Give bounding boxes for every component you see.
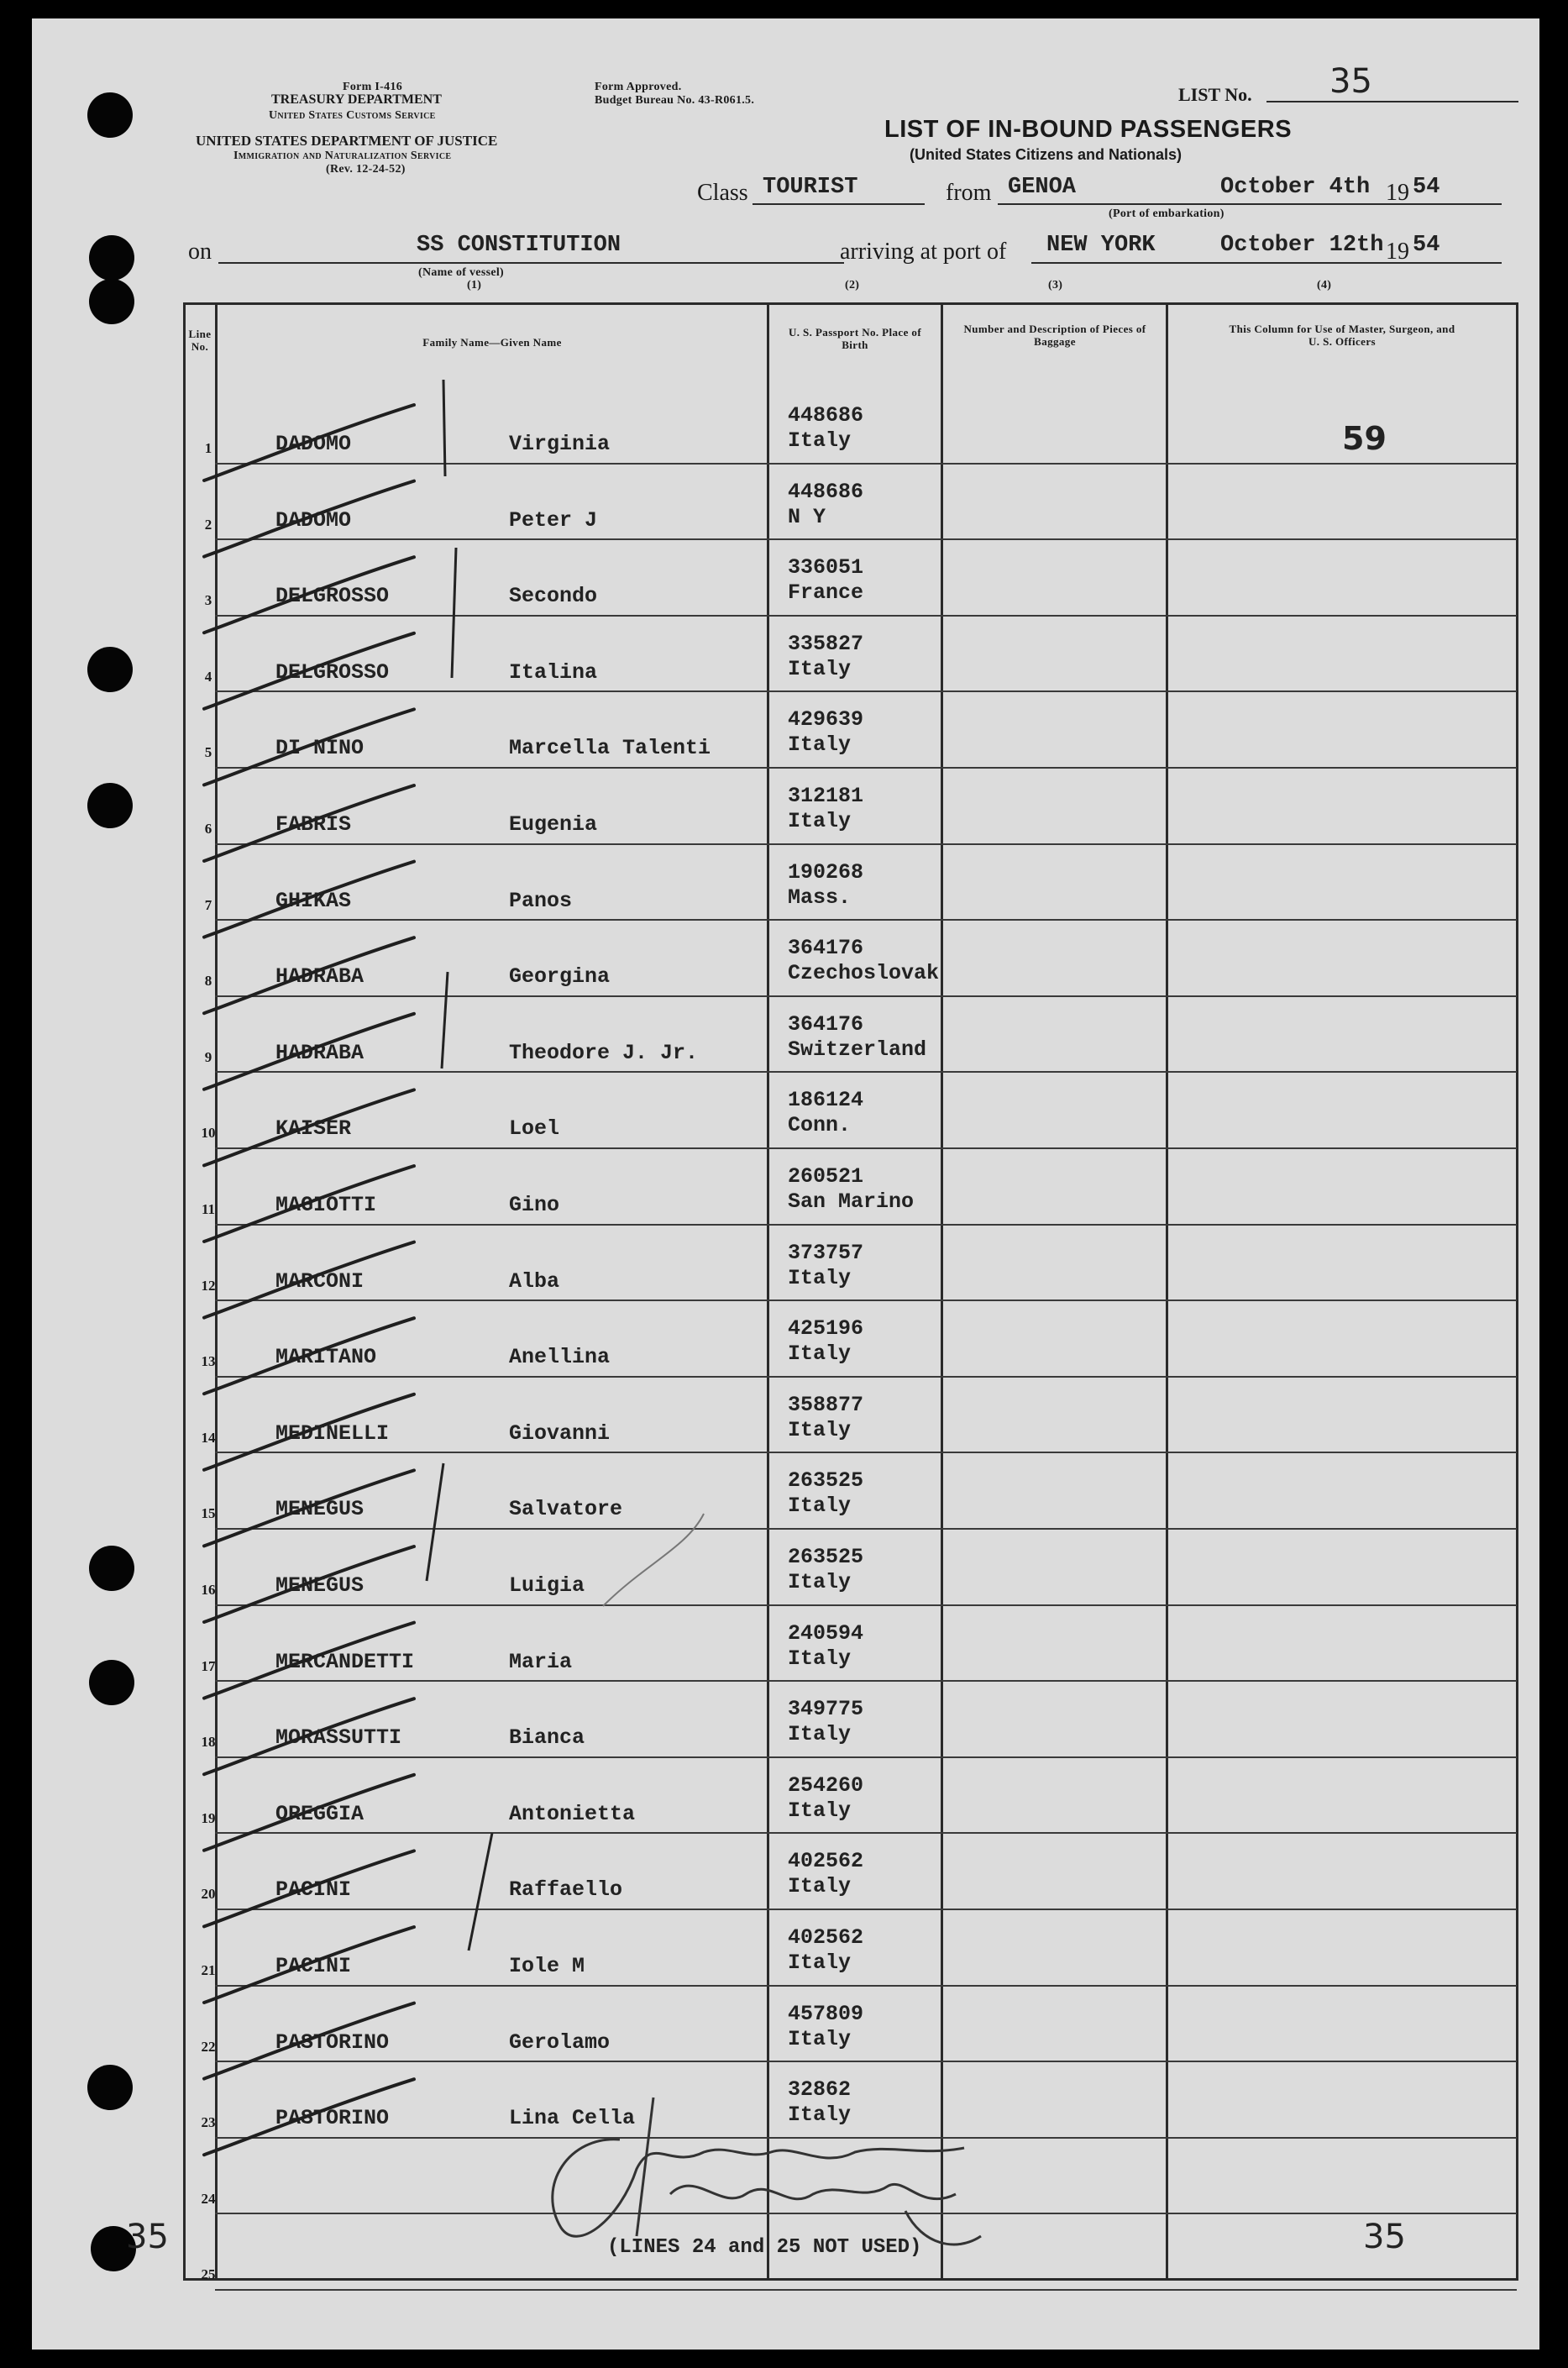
page-number-left: 35 <box>126 2218 169 2256</box>
line-number: 24 <box>201 2190 216 2207</box>
passport-number: 312181 <box>788 784 864 808</box>
place-of-birth: Italy <box>788 2026 852 2051</box>
given-name: Anellina <box>509 1345 611 1370</box>
family-name: PACINI <box>275 1877 352 1903</box>
given-name: Bianca <box>509 1725 585 1751</box>
place-of-birth: Italy <box>788 1646 852 1671</box>
place-of-birth: Italy <box>788 1798 852 1823</box>
place-of-birth: N Y <box>788 504 826 529</box>
line-number: 20 <box>201 1886 216 1903</box>
check-mark <box>204 1242 414 1318</box>
given-name: Iole M <box>509 1954 585 1978</box>
passport-number: 260521 <box>788 1164 864 1189</box>
on-label: on <box>188 239 212 265</box>
place-of-birth: Conn. <box>788 1113 852 1138</box>
family-name: DELGROSSO <box>275 659 390 685</box>
given-name: Eugenia <box>509 812 598 837</box>
arrival-port: NEW YORK <box>1046 233 1156 258</box>
header-name: Family Name—Given Name <box>422 336 562 349</box>
family-name: PASTORINO <box>275 2106 390 2131</box>
family-name: OREGGIA <box>275 1801 364 1826</box>
given-name: Salvatore <box>509 1497 623 1522</box>
column-number-4: (4) <box>1317 279 1332 291</box>
page-title: LIST OF IN-BOUND PASSENGERS <box>884 116 1293 143</box>
line-number: 8 <box>204 973 212 990</box>
given-name: Georgina <box>509 964 611 990</box>
passport-number: 358877 <box>788 1392 864 1417</box>
check-mark <box>204 1014 414 1089</box>
from-label: from <box>946 180 992 206</box>
check-mark <box>204 2003 414 2079</box>
brace-marks <box>427 380 492 1951</box>
check-mark <box>204 1470 414 1546</box>
given-name: Marcella Talenti <box>509 736 711 761</box>
family-name: MERCANDETTI <box>275 1649 415 1674</box>
place-of-birth: Italy <box>788 428 852 453</box>
line-number: 6 <box>204 821 212 837</box>
line-number: 23 <box>201 2114 216 2131</box>
passport-number: 448686 <box>788 403 864 428</box>
place-of-birth: France <box>788 580 864 606</box>
place-of-birth: Italy <box>788 1342 852 1367</box>
check-mark <box>204 1394 414 1470</box>
header-officers: This Column for Use of Master, Surgeon, and U. S. Officers <box>1229 323 1455 348</box>
given-name: Italina <box>509 659 598 685</box>
given-name: Peter J <box>509 507 598 533</box>
form-number: Form I-416 <box>343 81 403 93</box>
form-approved: Form Approved. <box>595 81 682 93</box>
treasury-dept: TREASURY DEPARTMENT <box>271 92 442 107</box>
check-mark <box>204 709 414 785</box>
family-name: KAISER <box>275 1116 352 1142</box>
page-number-right: 35 <box>1363 2218 1406 2256</box>
check-mark <box>204 2079 414 2155</box>
passport-number: 336051 <box>788 555 864 580</box>
check-mark <box>204 1699 414 1774</box>
place-of-birth: Italy <box>788 2103 852 2128</box>
given-name: Alba <box>509 1268 560 1294</box>
place-of-birth: Italy <box>788 1951 852 1975</box>
check-mark <box>204 405 414 480</box>
line-number: 1 <box>204 440 212 456</box>
family-name: FABRIS <box>275 812 352 837</box>
line-number: 13 <box>201 1353 216 1370</box>
check-mark <box>204 1775 414 1851</box>
line-number: 10 <box>201 1125 216 1142</box>
port-of-embarkation: GENOA <box>1008 175 1077 200</box>
family-name: GHIKAS <box>275 888 352 913</box>
budget-bureau: Budget Bureau No. 43-R061.5. <box>595 94 755 107</box>
manifest-page <box>32 18 1539 2350</box>
passport-number: 429639 <box>788 707 864 732</box>
place-of-birth: Czechoslovak <box>788 961 940 986</box>
port-caption: (Port of embarkation) <box>1109 207 1225 220</box>
given-name: Panos <box>509 888 573 913</box>
place-of-birth: Mass. <box>788 885 852 910</box>
family-name: MEDINELLI <box>275 1420 390 1446</box>
place-of-birth: Italy <box>788 1874 852 1899</box>
line-number: 5 <box>204 744 212 761</box>
family-name: MAGIOTTI <box>275 1193 377 1217</box>
passport-number: 402562 <box>788 1849 864 1874</box>
header-line-no: Line No. <box>188 328 212 353</box>
place-of-birth: Switzerland <box>788 1037 927 1062</box>
given-name: Gino <box>509 1193 560 1217</box>
passport-number: 364176 <box>788 1011 864 1037</box>
family-name: MORASSUTTI <box>275 1725 402 1751</box>
given-name: Giovanni <box>509 1420 611 1446</box>
justice-dept: UNITED STATES DEPARTMENT OF JUSTICE <box>196 133 498 149</box>
given-name: Theodore J. Jr. <box>509 1040 699 1065</box>
line-number: 18 <box>201 1734 216 1751</box>
given-name: Luigia <box>509 1573 585 1598</box>
family-name: MENEGUS <box>275 1497 364 1522</box>
place-of-birth: Italy <box>788 1417 852 1442</box>
line-number: 22 <box>201 2038 216 2055</box>
vessel-caption: (Name of vessel) <box>418 266 504 279</box>
arrival-date: October 12th <box>1220 233 1384 258</box>
family-name: PACINI <box>275 1954 352 1978</box>
passport-number: 263525 <box>788 1545 864 1569</box>
check-mark <box>204 862 414 937</box>
column-number-3: (3) <box>1048 279 1063 291</box>
given-name: Maria <box>509 1649 573 1674</box>
check-mark <box>204 1089 414 1165</box>
check-mark <box>204 1546 414 1622</box>
family-name: MARCONI <box>275 1268 364 1294</box>
line-number: 9 <box>204 1048 212 1065</box>
line-number: 7 <box>204 896 212 913</box>
check-mark <box>204 937 414 1013</box>
column-number-1: (1) <box>467 279 482 291</box>
passport-number: 263525 <box>788 1468 864 1494</box>
family-name: HADRABA <box>275 964 364 990</box>
line-number: 15 <box>201 1505 216 1522</box>
ins-service: Immigration and Naturalization Service <box>233 150 452 162</box>
class-label: Class <box>697 180 748 206</box>
line-number: 21 <box>201 1962 216 1978</box>
line-number: 12 <box>201 1277 216 1294</box>
passport-number: 364176 <box>788 936 864 961</box>
stray-mark <box>603 1514 704 1606</box>
check-mark <box>204 557 414 633</box>
customs-service: United States Customs Service <box>269 109 436 122</box>
place-of-birth: Italy <box>788 656 852 681</box>
header-passport: U. S. Passport No. Place of Birth <box>788 326 922 351</box>
list-number-label: LIST No. <box>1178 84 1252 105</box>
line-number: 3 <box>204 592 212 609</box>
given-name: Lina Cella <box>509 2106 636 2131</box>
column-number-2: (2) <box>845 279 860 291</box>
arriving-label: arriving at port of <box>840 239 1007 265</box>
line-number: 2 <box>204 516 212 533</box>
page-subtitle: (United States Citizens and Nationals) <box>910 146 1183 163</box>
family-name: DELGROSSO <box>275 584 390 609</box>
passport-number: 254260 <box>788 1772 864 1798</box>
family-name: MARITANO <box>275 1345 377 1370</box>
given-name: Virginia <box>509 432 611 456</box>
list-number: 35 <box>1329 62 1372 101</box>
officer-note: 59 <box>1342 420 1387 457</box>
place-of-birth: Italy <box>788 1570 852 1594</box>
departure-date: October 4th <box>1220 175 1371 200</box>
line-number: 25 <box>201 2266 216 2283</box>
check-mark <box>204 633 414 709</box>
check-mark <box>204 785 414 861</box>
departure-year: 54 <box>1413 175 1440 200</box>
check-mark <box>204 1851 414 1926</box>
handwritten-marks <box>32 18 1539 2350</box>
check-mark <box>204 1623 414 1699</box>
passport-number: 373757 <box>788 1240 864 1265</box>
family-name: MENEGUS <box>275 1573 364 1598</box>
line-number: 11 <box>201 1201 216 1217</box>
given-name: Raffaello <box>509 1877 623 1903</box>
check-mark <box>204 1166 414 1242</box>
passport-number: 457809 <box>788 2001 864 2026</box>
family-name: PASTORINO <box>275 2029 390 2055</box>
place-of-birth: Italy <box>788 809 852 833</box>
family-name: HADRABA <box>275 1040 364 1065</box>
given-name: Antonietta <box>509 1801 636 1826</box>
family-name: DI NINO <box>275 736 364 761</box>
given-name: Loel <box>509 1116 560 1142</box>
check-mark <box>204 1318 414 1394</box>
passport-number: 402562 <box>788 1925 864 1950</box>
passport-number: 190268 <box>788 859 864 885</box>
place-of-birth: Italy <box>788 1265 852 1290</box>
revision: (Rev. 12-24-52) <box>326 163 406 176</box>
passport-number: 448686 <box>788 479 864 504</box>
passport-number: 186124 <box>788 1088 864 1113</box>
arrival-year: 54 <box>1413 233 1440 258</box>
arrival-year-prefix: 19 <box>1386 239 1409 265</box>
vessel-name: SS CONSTITUTION <box>417 233 621 258</box>
passport-number: 240594 <box>788 1620 864 1646</box>
passport-number: 349775 <box>788 1697 864 1722</box>
place-of-birth: Italy <box>788 1722 852 1747</box>
family-name: DADOMO <box>275 432 352 456</box>
class-value: TOURIST <box>763 175 858 200</box>
passport-number: 335827 <box>788 631 864 656</box>
given-name: Gerolamo <box>509 2029 611 2055</box>
passport-number: 425196 <box>788 1316 864 1342</box>
passport-number: 32862 <box>788 2077 852 2103</box>
place-of-birth: San Marino <box>788 1189 915 1214</box>
family-name: DADOMO <box>275 507 352 533</box>
check-mark <box>204 481 414 557</box>
line-number: 17 <box>201 1657 216 1674</box>
line-number: 4 <box>204 668 212 685</box>
departure-year-prefix: 19 <box>1386 180 1409 206</box>
check-mark <box>204 1927 414 2003</box>
inspector-signature <box>553 2098 981 2245</box>
line-number: 16 <box>201 1582 216 1598</box>
given-name: Secondo <box>509 584 598 609</box>
place-of-birth: Italy <box>788 1494 852 1519</box>
line-number: 14 <box>201 1429 216 1446</box>
unused-lines-note: (LINES 24 and 25 NOT USED) <box>607 2236 922 2259</box>
line-number: 19 <box>201 1809 216 1826</box>
place-of-birth: Italy <box>788 732 852 758</box>
header-baggage: Number and Description of Pieces of Baggage <box>963 323 1146 348</box>
